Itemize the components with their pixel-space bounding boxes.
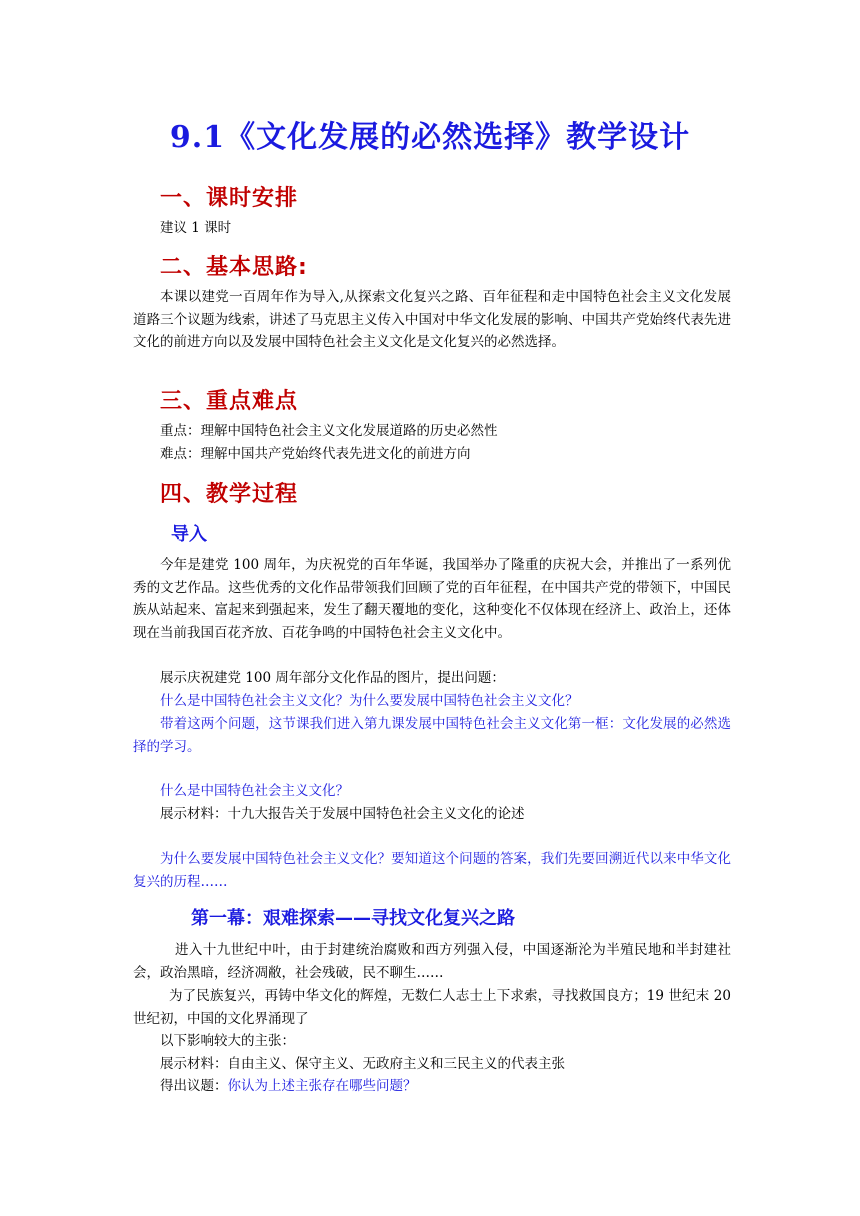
intro-show-text: 展示庆祝建党 100 周年部分文化作品的图片，提出问题： bbox=[160, 670, 505, 686]
act1-paragraph-1: 进入十九世纪中叶，由于封建统治腐败和西方列强入侵，中国逐渐沦为半殖民地和半封建社会，政治黑暗，经济凋敝，社会残破，民不聊生…… bbox=[133, 942, 731, 981]
act1-paragraph-2: 为了民族复兴，再铸中华文化的辉煌，无数仁人志士上下求索，寻找救国良方；19 世纪末 20 世纪初，中国的文化界涌现了 bbox=[133, 988, 731, 1027]
intro-question-3: 为什么要发展中国特色社会主义文化？要知道这个问题的答案，我们先要回溯近代以来中华文化复兴的历程…… bbox=[133, 851, 731, 890]
intro-lead-paragraph: 带着这两个问题，这节课我们进入第九课发展中国特色社会主义文化第一框：文化发展的必然选择的学习。 bbox=[133, 716, 731, 755]
section-heading-schedule: 一、课时安排 bbox=[160, 186, 299, 211]
act1-issue-label: 得出议题： bbox=[160, 1078, 228, 1094]
schedule-text: 建议 1 课时 bbox=[160, 220, 232, 236]
section-heading-process: 四、教学过程 bbox=[160, 482, 299, 507]
act1-issue bbox=[160, 1075, 417, 1097]
intro-question: 什么是中国特色社会主义文化？为什么要发展中国特色社会主义文化？ bbox=[160, 693, 579, 709]
intro-show-text-2: 展示材料：十九大报告关于发展中国特色社会主义文化的论述 bbox=[160, 806, 525, 822]
document-title: 9.1《文化发展的必然选择》教学设计 bbox=[169, 120, 691, 155]
difficult-point-text: 难点：理解中国共产党始终代表先进文化的前进方向 bbox=[160, 446, 471, 462]
act1-line-3: 以下影响较大的主张： bbox=[160, 1033, 295, 1049]
act1-heading: 第一幕：艰难探索——寻找文化复兴之路 bbox=[191, 908, 515, 929]
intro-heading: 导入 bbox=[171, 524, 207, 545]
intro-question-2: 什么是中国特色社会主义文化？ bbox=[160, 783, 349, 799]
intro-paragraph: 今年是建党 100 周年，为庆祝党的百年华诞，我国举办了隆重的庆祝大会，并推出了一系列优秀的文艺作品。这些优秀的文化作品带领我们回顾了党的百年征程，在中国共产党的带领下，中国民族从站起来、富起来到强起来，发生了翻天覆地的变化，这种变化不仅体现在经济上、政治上，还体现在当前我国百花齐放、百花争鸣的中国特色社会主义文化中。 bbox=[133, 557, 731, 641]
section-heading-key-points: 三、重点难点 bbox=[160, 389, 299, 414]
act1-show-text: 展示材料：自由主义、保守主义、无政府主义和三民主义的代表主张 bbox=[160, 1056, 565, 1072]
section-heading-approach: 二、基本思路: bbox=[160, 255, 308, 280]
approach-paragraph: 本课以建党一百周年作为导入,从探索文化复兴之路、百年征程和走中国特色社会主义文化发展道路三个议题为线索，讲述了马克思主义传入中国对中华文化发展的影响、中国共产党始终代表先进文化的前进方向以及发展中国特色社会主义文化是文化复兴的必然选择。 bbox=[133, 289, 731, 350]
key-point-text: 重点：理解中国特色社会主义文化发展道路的历史必然性 bbox=[160, 423, 498, 439]
act1-issue-question: 你认为上述主张存在哪些问题？ bbox=[227, 1078, 417, 1094]
